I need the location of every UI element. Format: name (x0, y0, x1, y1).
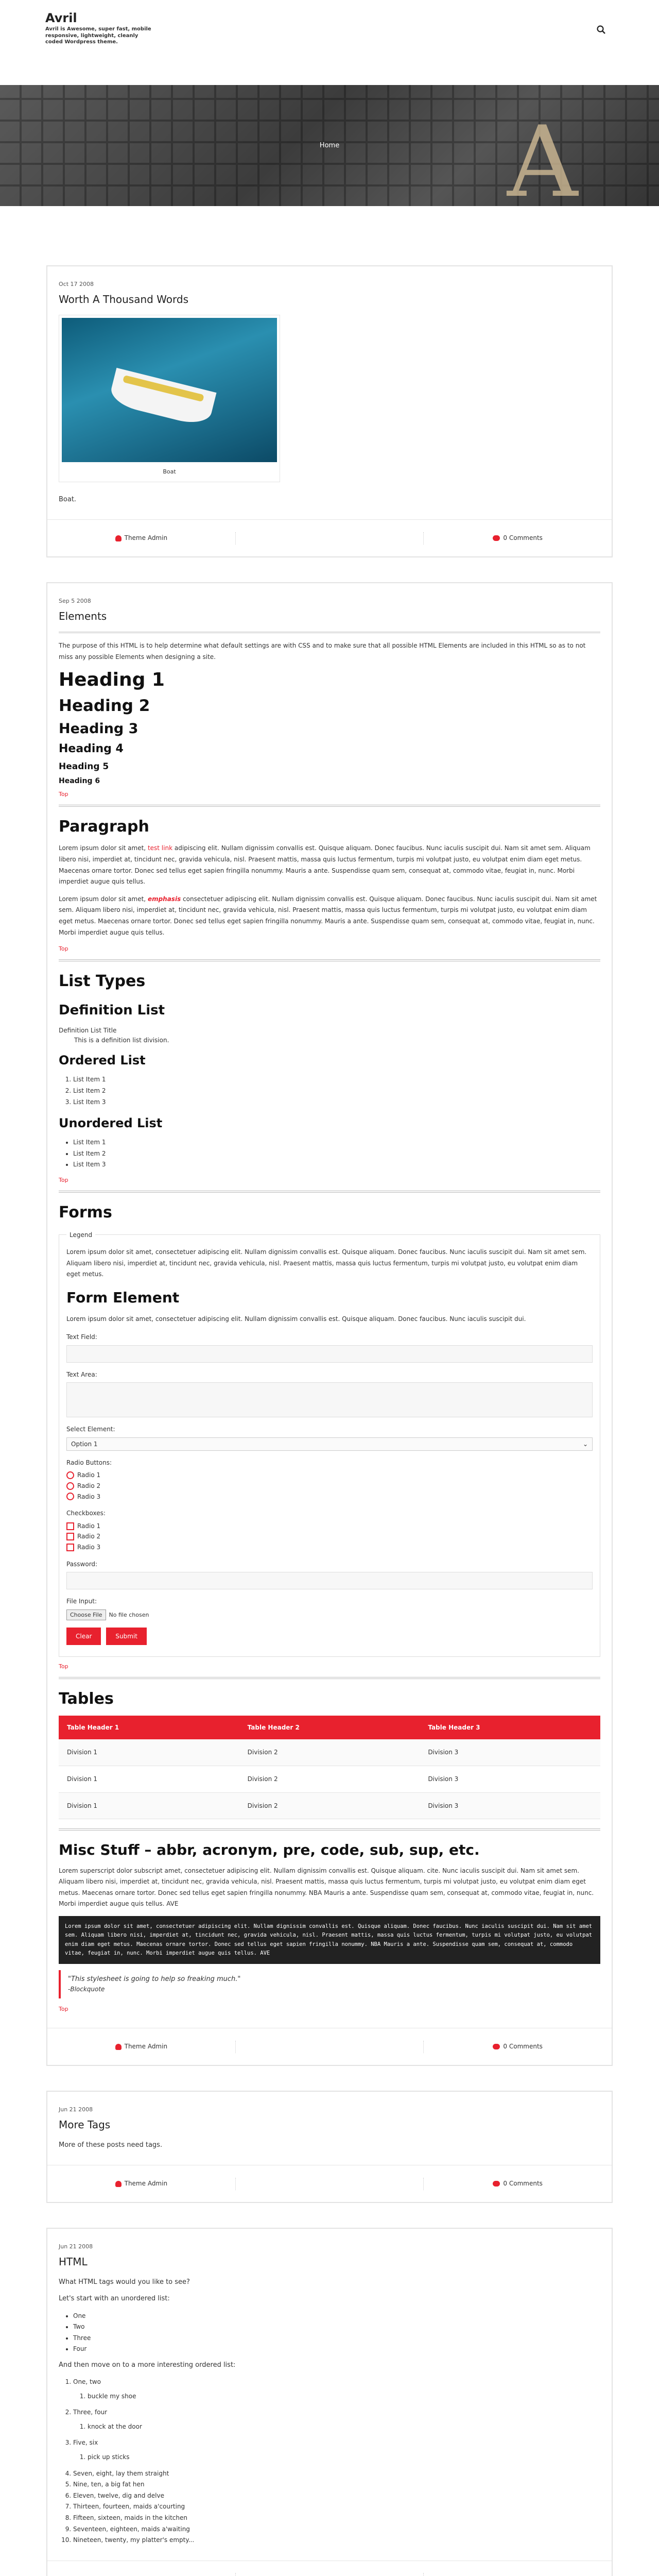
file-status: No file chosen (109, 1611, 149, 1618)
definition-list-heading: Definition List (59, 1002, 165, 1018)
post-text: What HTML tags would you like to see? (59, 2278, 190, 2286)
heading-2: Heading 2 (59, 696, 150, 715)
checkbox-label: Checkboxes: (66, 1510, 106, 1517)
file-label: File Input: (66, 1598, 97, 1605)
list-item: • One (73, 2311, 600, 2322)
option-label: Radio 2 (77, 1533, 101, 1540)
definition-title: Definition List Title (59, 1026, 117, 1034)
post-date: Jun 21 2008 (59, 2106, 93, 2113)
definition-list (59, 1026, 600, 1045)
divider (59, 1677, 600, 1679)
table-row (59, 1766, 600, 1793)
select-value: Option 1 (71, 1440, 98, 1448)
meta-spacer (235, 2041, 424, 2053)
post-card (46, 265, 613, 557)
post-title[interactable]: More Tags (59, 2119, 111, 2131)
comment-icon (493, 2181, 500, 2187)
post-card (46, 2228, 613, 2576)
comment-count: 0 Comments (503, 2043, 543, 2050)
text: adipiscing elit. Nullam dignissim convallis est. Quisque aliquam. Donec faucibus. Nunc iaculis suscipit dui. Nam sit amet sem. Aliquam libero nisi, imperdiet at, tincidunt nec, gravida vehicula, nisl. Praesent mattis, massa quis luctus fermentum, turpis mi volutpat justo, eu volutpat enim diam eget metus. Maecenas ornare tortor. Donec sed tellus eget sapien fringilla nonummy. Mauris a ante. Suspendisse quam sem, consequat at, commodo vitae, feugiat in, nunc. Morbi imperdiet augue quis tellus. (59, 844, 591, 886)
post-meta (47, 2561, 612, 2576)
radio-button[interactable] (66, 1493, 74, 1500)
checkbox[interactable] (66, 1522, 74, 1530)
top-link[interactable]: Top (59, 1663, 68, 1670)
list-item: 4. Seven, eight, lay them straight (73, 2468, 600, 2480)
meta-spacer (235, 2573, 424, 2576)
table-cell: Division 2 (239, 1766, 420, 1793)
site-title[interactable]: Avril (45, 11, 77, 25)
post-title[interactable]: Elements (59, 610, 107, 623)
form-buttons (66, 1628, 593, 1646)
image-figure (59, 315, 280, 482)
divider (59, 1828, 600, 1831)
list-item: 10. Nineteen, twenty, my platter's empty... (73, 2535, 600, 2546)
file-input[interactable] (66, 1609, 593, 1620)
list-item: • Four (73, 2344, 600, 2355)
submit-button[interactable]: Submit (106, 1628, 147, 1646)
top-link[interactable]: Top (59, 1177, 68, 1184)
post-text: And then move on to a more interesting ordered list: (59, 2361, 236, 2369)
select-label: Select Element: (66, 1426, 115, 1433)
option-label: Radio 1 (77, 1471, 101, 1479)
author-name: Theme Admin (124, 534, 168, 542)
user-icon (115, 535, 122, 541)
legend: Legend (70, 1231, 93, 1239)
list-item: 7. Thirteen, fourteen, maids a'courting (73, 2501, 600, 2513)
post-excerpt: Boat. (59, 496, 77, 504)
option-label: Radio 1 (77, 1522, 101, 1530)
password-label: Password: (66, 1560, 98, 1568)
top-link[interactable]: Top (59, 945, 68, 953)
misc-heading: Misc Stuff – abbr, acronym, pre, code, sub, sup, etc. (59, 1841, 480, 1859)
boat-shape (108, 368, 217, 428)
checkbox-option[interactable] (66, 1543, 593, 1552)
table-row (59, 1739, 600, 1766)
heading-1: Heading 1 (59, 669, 165, 691)
author-name: Theme Admin (124, 2043, 168, 2050)
sub-item: 1. pick up sticks (88, 2452, 600, 2463)
post-date: Sep 5 2008 (59, 598, 91, 605)
post-author[interactable] (47, 2179, 235, 2189)
heading-4: Heading 4 (59, 742, 124, 756)
item-text: One, two (73, 2378, 101, 2386)
option-label: Radio 2 (77, 1482, 101, 1489)
user-icon (115, 2044, 122, 2050)
post-comments[interactable] (424, 533, 612, 543)
sub-item: 1. knock at the door (88, 2421, 600, 2433)
ordered-list-heading: Ordered List (59, 1053, 146, 1068)
site-branding (45, 11, 153, 46)
paragraph-text (59, 894, 600, 938)
heading-5: Heading 5 (59, 761, 109, 772)
list-item (73, 2407, 600, 2432)
tables-heading: Tables (59, 1690, 114, 1708)
radio-option[interactable] (66, 1470, 593, 1480)
post-meta (47, 2165, 612, 2202)
emphasis-text: emphasis (147, 895, 181, 903)
checkbox[interactable] (66, 1544, 74, 1551)
boat-image (62, 318, 277, 462)
checkbox[interactable] (66, 1533, 74, 1540)
text-field-label: Text Field: (66, 1333, 97, 1341)
option-label: Radio 3 (77, 1493, 101, 1500)
search-icon[interactable] (596, 25, 606, 35)
divider (59, 805, 600, 807)
image-caption: Boat (163, 468, 176, 476)
divider (59, 959, 600, 961)
table-header: Table Header 1 (59, 1716, 239, 1740)
post-date: Oct 17 2008 (59, 281, 94, 287)
list-item: • List Item 3 (73, 1159, 600, 1171)
test-link[interactable]: test link (147, 844, 173, 852)
paragraph-text (59, 843, 600, 887)
post-text: Let's start with an unordered list: (59, 2295, 170, 2303)
list-item: • List Item 2 (73, 1148, 600, 1160)
banner-letter: A (507, 105, 578, 206)
top-link[interactable]: Top (59, 2006, 68, 2013)
paragraph-heading: Paragraph (59, 817, 149, 836)
list-item (73, 2437, 600, 2463)
list-item: 1. List Item 1 (73, 1074, 600, 1086)
breadcrumb[interactable]: Home (319, 142, 340, 149)
list-item: • Two (73, 2321, 600, 2333)
chevron-down-icon: ⌄ (582, 1440, 588, 1448)
comment-count: 0 Comments (503, 534, 543, 542)
clear-button[interactable]: Clear (66, 1628, 101, 1646)
text-area-input[interactable] (66, 1382, 593, 1417)
post-card (46, 582, 613, 2066)
definition-text: This is a definition list division. (74, 1036, 169, 1044)
comment-icon (493, 2044, 500, 2049)
list-item: 2. List Item 2 (73, 1086, 600, 1097)
unordered-list (73, 2311, 600, 2355)
text: consectetuer adipiscing elit. Nullam dignissim convallis est. Quisque aliquam. Donec faucibus. Nunc iaculis suscipit dui. Nam sit amet sem. Aliquam libero nisi, imperdiet at, tincidunt nec, gravida vehicula, nisl. Praesent mattis, massa quis luctus fermentum, turpis mi volutpat justo, eu volutpat enim diam eget metus. Maecenas ornare tortor. Donec sed tellus eget sapien fringilla nonummy. Mauris a ante. Suspendisse quam sem, consequat at, commodo vitae, feugiat in, nunc. Morbi imperdiet augue quis tellus. (59, 895, 597, 936)
post-comments[interactable] (424, 2179, 612, 2189)
post-author[interactable] (47, 2042, 235, 2052)
quote-cite: -Blockquote (68, 1986, 105, 1993)
post-comments[interactable] (424, 2042, 612, 2052)
list-types-heading: List Types (59, 972, 146, 991)
checkbox-option[interactable] (66, 1521, 593, 1531)
post-title[interactable]: Worth A Thousand Words (59, 293, 189, 306)
list-item: 8. Fifteen, sixteen, maids in the kitchen (73, 2513, 600, 2524)
table-cell: Division 3 (420, 1766, 600, 1793)
table-header: Table Header 2 (239, 1716, 420, 1740)
top-link[interactable]: Top (59, 790, 68, 798)
site-tagline: Avril is Awesome, super fast, mobile responsive, lightweight, cleanly coded Wordpress theme. (45, 26, 151, 45)
list-item (73, 2377, 600, 2402)
post-card (46, 2091, 613, 2203)
post-excerpt: More of these posts need tags. (59, 2141, 163, 2149)
list-item: • List Item 1 (73, 1137, 600, 1148)
text: Lorem ipsum dolor sit amet, (59, 895, 148, 903)
quote-text: "This stylesheet is going to help so freaking much." (68, 1975, 241, 1984)
table-cell: Division 1 (59, 1766, 239, 1793)
select-dropdown[interactable] (66, 1437, 593, 1451)
table-cell: Division 1 (59, 1792, 239, 1819)
unordered-list-heading: Unordered List (59, 1116, 163, 1131)
list-item: 3. List Item 3 (73, 1097, 600, 1108)
radio-button[interactable] (66, 1471, 74, 1479)
post-title[interactable]: HTML (59, 2256, 88, 2268)
user-icon (115, 2181, 122, 2187)
divider (59, 1191, 600, 1193)
password-input[interactable] (66, 1572, 593, 1589)
table-cell: Division 3 (420, 1792, 600, 1819)
post-date: Jun 21 2008 (59, 2243, 93, 2250)
sub-item: 1. buckle my shoe (88, 2391, 600, 2402)
intro-text: The purpose of this HTML is to help determine what default settings are with CSS and to make sure that all possible HTML Elements are included in this HTML so as to not miss any possible Elements when designing a site. (59, 642, 586, 660)
post-list (46, 206, 613, 2576)
heading-6: Heading 6 (59, 777, 100, 786)
meta-spacer (235, 2178, 424, 2190)
radio-button[interactable] (66, 1482, 74, 1490)
ordered-list (73, 1074, 600, 1108)
heading-3: Heading 3 (59, 720, 138, 737)
table-cell: Division 2 (239, 1739, 420, 1766)
table-row (59, 1792, 600, 1819)
post-meta (47, 2028, 612, 2065)
misc-text: Lorem superscript dolor subscript amet, consectetuer adipiscing elit. Nullam dignissim convallis est. Quisque aliquam. cite. Nunc iaculis suscipit dui. Nam sit amet sem. Aliquam libero nisi, imperdiet at, tincidunt nec, gravida vehicula, nisl. Praesent mattis, massa quis luctus fermentum, turpis mi volutpat justo, eu volutpat enim diam eget metus. Maecenas ornare tortor. Donec sed tellus eget sapien fringilla nonummy. NBA Mauris a ante. Suspendisse quam sem, consequat at, commodo vitae, feugiat in, nunc. Morbi imperdiet augue quis tellus. AVE (59, 1867, 594, 1908)
item-text: Five, six (73, 2439, 98, 2447)
table-header: Table Header 3 (420, 1716, 600, 1740)
post-author[interactable] (47, 533, 235, 543)
list-item: 5. Nine, ten, a big fat hen (73, 2479, 600, 2490)
choose-file-button[interactable]: Choose File (66, 1609, 106, 1620)
option-label: Radio 3 (77, 1543, 101, 1551)
unordered-list (73, 1137, 600, 1171)
preformatted-code: Lorem ipsum dolor sit amet, consectetuer adipiscing elit. Nullam dignissim convallis est. Quisque aliquam. Donec faucibus. Nunc iaculis suscipit dui. Nam sit amet sem. Aliquam libero nisi, imperdiet at, tincidunt nec, gravida vehicula, nisl. Praesent mattis, massa quis luctus fermentum, turpis mi volutpat justo, eu volutpat enim diam eget metus. Maecenas ornare tortor. Donec sed tellus eget sapien fringilla nonummy. NBA Mauris a ante. Suspendisse quam sem, consequat at, commodo vitae, feugiat in, nunc. Morbi imperdiet augue quis tellus. AVE (59, 1916, 600, 1964)
ordered-list (73, 2377, 600, 2546)
data-table (59, 1716, 600, 1819)
page-banner (0, 85, 659, 206)
author-name: Theme Admin (124, 2180, 168, 2188)
form-element-heading: Form Element (66, 1289, 180, 1306)
comment-count: 0 Comments (503, 2180, 543, 2188)
table-cell: Division 3 (420, 1739, 600, 1766)
table-cell: Division 1 (59, 1739, 239, 1766)
site-header (0, 0, 659, 85)
radio-option[interactable] (66, 1492, 593, 1502)
comment-icon (493, 535, 500, 541)
divider (59, 632, 600, 633)
form-fieldset (59, 1230, 600, 1657)
radio-label: Radio Buttons: (66, 1459, 112, 1466)
table-cell: Division 2 (239, 1792, 420, 1819)
text: Lorem ipsum dolor sit amet, (59, 844, 148, 852)
text-area-label: Text Area: (66, 1370, 97, 1378)
blockquote (59, 1970, 600, 1998)
meta-spacer (235, 532, 424, 545)
list-item: • Three (73, 2333, 600, 2344)
form-text: Lorem ipsum dolor sit amet, consectetuer adipiscing elit. Nullam dignissim convallis est. Quisque aliquam. Donec faucibus. Nunc iaculis suscipit dui. (66, 1315, 526, 1323)
forms-heading: Forms (59, 1204, 112, 1222)
list-item: 9. Seventeen, eighteen, maids a'waiting (73, 2524, 600, 2535)
post-meta (47, 519, 612, 556)
form-text: Lorem ipsum dolor sit amet, consectetuer adipiscing elit. Nullam dignissim convallis est. Quisque aliquam. Donec faucibus. Nunc iaculis suscipit dui. Nam sit amet sem. Aliquam libero nisi, imperdiet at, tincidunt nec, gravida vehicula, nisl. Praesent mattis, massa quis luctus fermentum, turpis mi volutpat justo, eu volutpat enim diam eget metus. (66, 1248, 587, 1278)
item-text: Three, four (73, 2409, 108, 2416)
checkbox-option[interactable] (66, 1532, 593, 1541)
list-item: 6. Eleven, twelve, dig and delve (73, 2490, 600, 2502)
text-field-input[interactable] (66, 1345, 593, 1363)
radio-option[interactable] (66, 1481, 593, 1491)
